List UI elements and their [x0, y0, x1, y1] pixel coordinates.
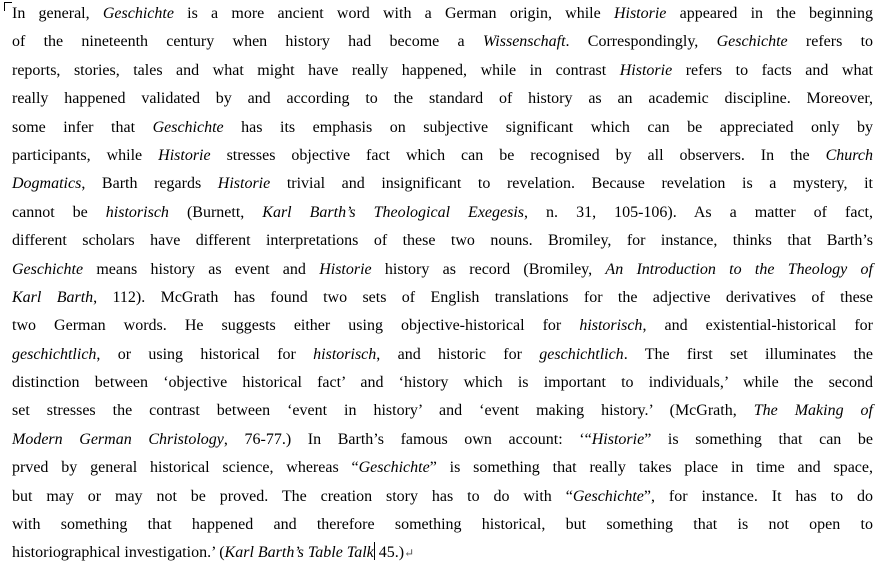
text-run: ”, for instance. It has to do — [643, 487, 873, 505]
italic-text: Historie — [217, 175, 271, 193]
text-run: . Correspondingly, — [565, 33, 717, 51]
text-run: In general, — [12, 5, 103, 22]
italic-text: Karl Barth’s Table Talk — [224, 544, 374, 562]
text-run: , 112). McGrath has found two sets of English translations for the adjective derivatives of these — [93, 288, 873, 306]
text-run: refers to — [787, 33, 874, 51]
italic-text: Modern German Christology — [12, 430, 224, 448]
text-line — [12, 85, 873, 113]
italic-text: historisch — [313, 345, 377, 363]
italic-text: Historie — [319, 260, 372, 278]
italic-text: Church — [825, 146, 874, 164]
italic-text: geschichtlich — [539, 345, 624, 363]
text-line — [12, 454, 873, 482]
text-run: prved by general historical science, whereas “ — [12, 459, 359, 477]
text-line — [12, 142, 873, 170]
text-run: history as record (Bromiley, — [371, 260, 606, 278]
text-line — [12, 114, 873, 142]
italic-text: Karl Barth — [12, 288, 94, 306]
text-run: , 76-77.) In Barth’s famous own account: ‘“ — [223, 430, 592, 448]
text-run: , and existential-historical for — [642, 317, 873, 335]
text-run: is a more ancient word with a German origin, while — [173, 5, 614, 22]
text-line — [12, 170, 873, 198]
italic-text: Dogmatics — [12, 175, 82, 193]
italic-text: Karl Barth’s Theological Exegesis — [262, 203, 525, 221]
text-line — [12, 397, 873, 425]
italic-text: geschichtlich — [12, 345, 97, 363]
text-run: refers to facts and what — [672, 61, 873, 79]
text-line — [12, 341, 873, 369]
text-line — [12, 227, 873, 255]
text-line — [12, 369, 873, 397]
text-line — [12, 539, 873, 567]
italic-text: Geschichte — [716, 33, 788, 51]
text-run: some infer that — [12, 118, 153, 136]
text-line — [12, 511, 873, 539]
text-run: has its emphasis on subjective significant which can be appreciated only by — [223, 118, 873, 136]
text-run: ” is something that really takes place in time and space, — [429, 459, 873, 477]
text-run: , Barth regards — [81, 175, 218, 193]
text-line — [12, 57, 873, 85]
text-run: participants, while — [12, 146, 159, 164]
text-run: reports, stories, tales and what might have really happened, while in contrast — [12, 61, 620, 79]
italic-text: historisch — [579, 317, 643, 335]
text-run: ” is something that can be — [644, 430, 874, 448]
text-line — [12, 0, 873, 28]
italic-text: Historie — [158, 146, 211, 164]
text-run: . The first set illuminates the — [623, 345, 874, 363]
text-run: set stresses the contrast between ‘event in history’ and ‘event making history.’ (McGrath, — [12, 402, 754, 420]
text-line — [12, 312, 873, 340]
italic-text: An Introduction to the Theology of — [605, 260, 873, 278]
text-run: but may or may not be proved. The creation story has to do with “ — [12, 487, 573, 505]
text-run: two German words. He suggests either using objective-historical for — [12, 317, 580, 335]
italic-text: historisch — [105, 203, 169, 221]
text-run: , and historic for — [376, 345, 540, 363]
text-run: (Burnett, — [168, 203, 263, 221]
text-line — [12, 426, 873, 454]
text-line — [12, 256, 873, 284]
text-line — [12, 28, 873, 56]
text-run: distinction between ‘objective historical fact’ and ‘history which is important to individuals,’ while the second — [12, 374, 873, 392]
body-paragraph[interactable] — [12, 0, 873, 568]
margin-corner-mark — [4, 2, 12, 11]
italic-text: Geschichte — [572, 487, 644, 505]
italic-text: Historie — [591, 430, 645, 448]
italic-text: Historie — [619, 61, 673, 79]
italic-text: Geschichte — [358, 459, 430, 477]
text-run: , or using historical for — [96, 345, 314, 363]
text-run: , n. 31, 105-106). As a matter of fact, — [524, 203, 874, 221]
text-run: really happened validated by and according to the standard of history as an academic discipline. Moreover, — [12, 90, 873, 108]
italic-text: Geschichte — [152, 118, 224, 136]
italic-text: Historie — [613, 5, 667, 22]
text-run: stresses objective fact which can be recognised by all observers. In the — [210, 146, 826, 164]
text-run: with something that happened and therefore something historical, but something that is not open to — [12, 516, 873, 534]
text-run: historiographical investigation.’ ( — [12, 544, 225, 562]
text-run: trivial and insignificant to revelation. Because revelation is a mystery, it — [270, 175, 873, 193]
italic-text: Geschichte — [102, 5, 174, 22]
text-run: appeared in the beginning — [666, 5, 874, 22]
italic-text: The Making of — [753, 402, 873, 420]
text-line — [12, 199, 873, 227]
text-run: 45.) — [374, 544, 405, 562]
paragraph-mark-icon: ↵ — [404, 546, 415, 561]
text-line — [12, 483, 873, 511]
text-line — [12, 284, 873, 312]
italic-text: Geschichte — [12, 260, 84, 278]
italic-text: Wissenschaft — [482, 33, 566, 51]
text-run: of the nineteenth century when history had become a — [12, 33, 483, 51]
text-run: means history as event and — [83, 260, 320, 278]
text-run: cannot be — [12, 203, 106, 221]
text-run: different scholars have different interpretations of these two nouns. Bromiley, for instance, thinks that Barth’s — [12, 232, 873, 250]
